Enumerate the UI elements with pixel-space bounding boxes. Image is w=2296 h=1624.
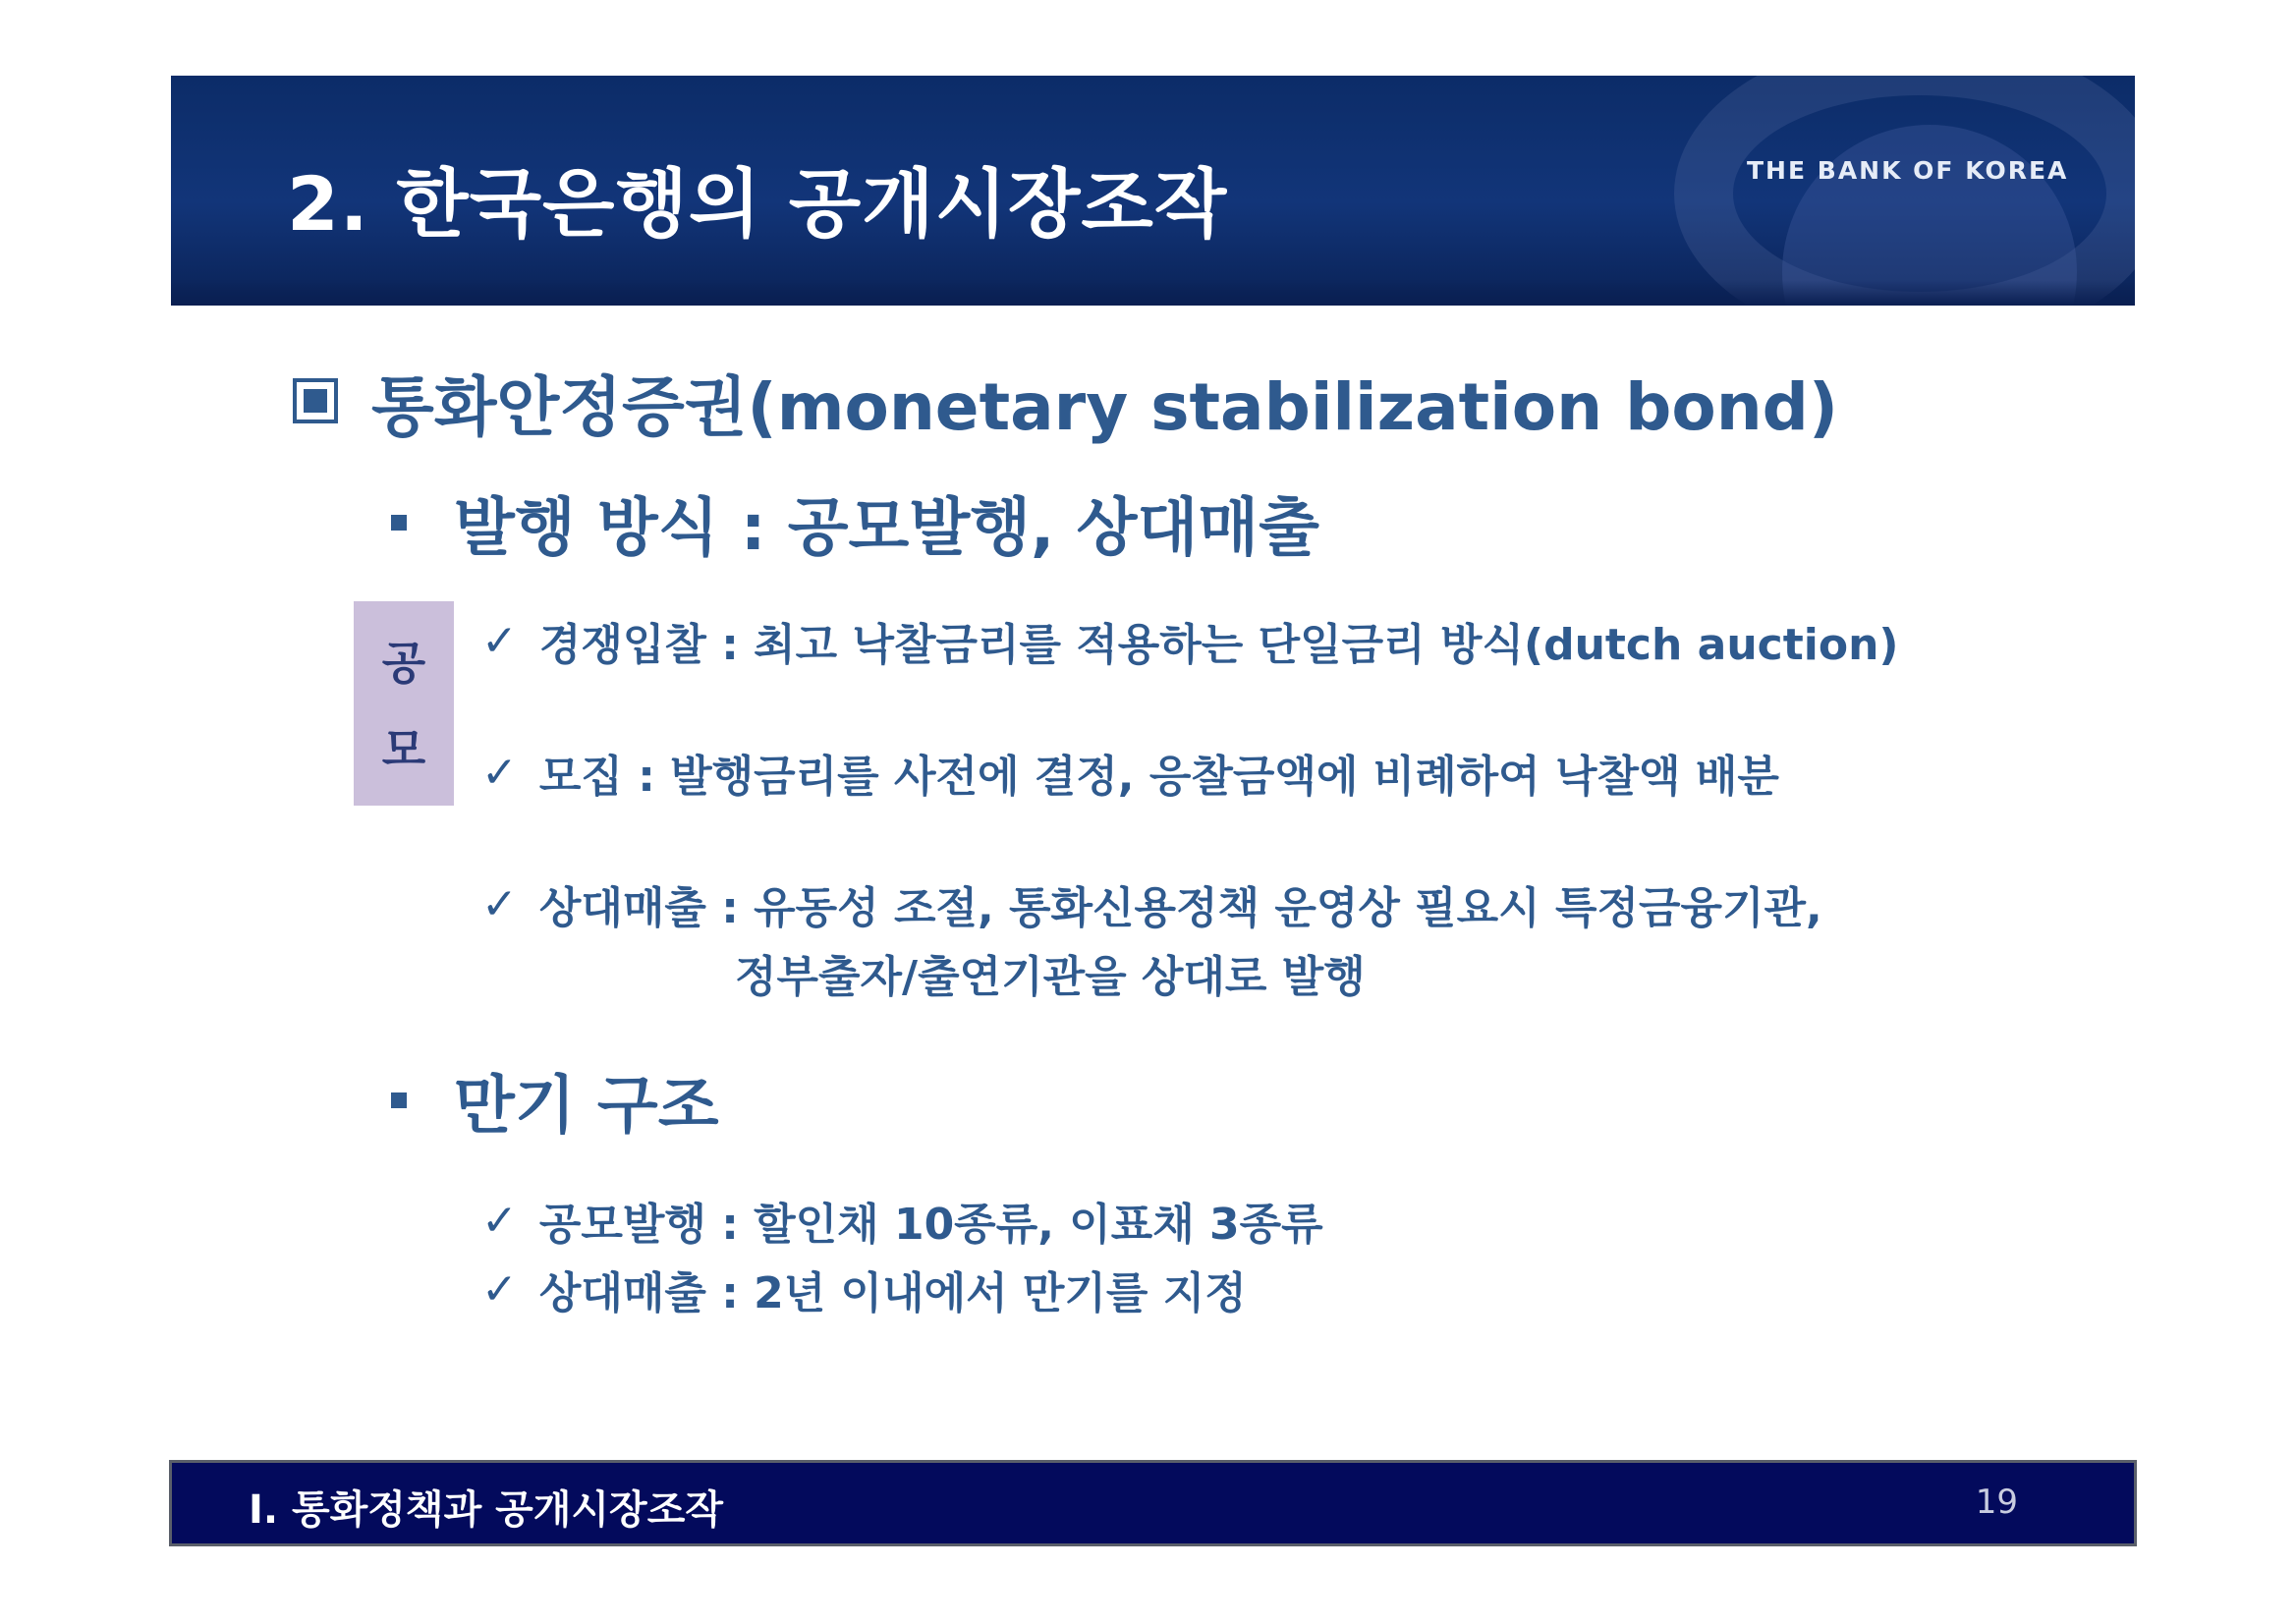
small-square-bullet-icon <box>391 1092 407 1108</box>
check-icon: ✓ <box>481 615 518 666</box>
issuance-heading-text: 발행 방식 : 공모발행, 상대매출 <box>454 492 1319 565</box>
list-item <box>481 872 1822 935</box>
small-square-bullet-icon <box>391 515 407 531</box>
section-heading-text: 통화안정증권(monetary stabilization bond) <box>371 368 1839 445</box>
header-bottom-band <box>171 280 2135 306</box>
list-item-text: 상대매출 : 유동성 조절, 통화신용정책 운영상 필요시 특정금융기관, <box>538 883 1822 933</box>
page-number: 19 <box>1975 1483 2018 1522</box>
list-item-text: 모집 : 발행금리를 사전에 결정, 응찰금액에 비례하여 낙찰액 배분 <box>538 752 1779 802</box>
list-item <box>481 1189 1323 1252</box>
maturity-heading-text: 만기 구조 <box>454 1070 719 1143</box>
list-item-text: 상대매출 : 2년 이내에서 만기를 지정 <box>538 1268 1247 1318</box>
check-icon: ✓ <box>481 878 518 929</box>
bank-logo-text: THE BANK OF KOREA <box>1747 156 2069 185</box>
list-item-continuation: 정부출자/출연기관을 상대로 발행 <box>735 952 1366 1002</box>
badge-char: 공 <box>381 637 426 690</box>
public-offering-badge <box>354 601 454 806</box>
list-item <box>481 741 1779 804</box>
section-heading <box>293 362 1839 445</box>
list-item-text: 경쟁입찰 : 최고 낙찰금리를 적용하는 단일금리 방식(dutch auction) <box>538 620 1899 670</box>
footer-bar <box>169 1460 2137 1546</box>
list-item <box>481 1258 1247 1320</box>
footer-chapter-title: Ⅰ. 통화정책과 공개시장조작 <box>249 1487 723 1533</box>
issuance-heading <box>391 483 1319 565</box>
list-item-text: 공모발행 : 할인채 10종류, 이표채 3종류 <box>538 1200 1323 1250</box>
check-icon: ✓ <box>481 1263 518 1315</box>
check-icon: ✓ <box>481 1195 518 1246</box>
check-icon: ✓ <box>481 747 518 798</box>
slide-title: 2. 한국은행의 공개시장조작 <box>287 160 1228 248</box>
square-bullet-icon <box>293 378 338 423</box>
header-banner <box>171 76 2135 306</box>
maturity-heading <box>391 1061 719 1143</box>
list-item <box>481 609 1899 672</box>
badge-char: 모 <box>381 723 426 776</box>
